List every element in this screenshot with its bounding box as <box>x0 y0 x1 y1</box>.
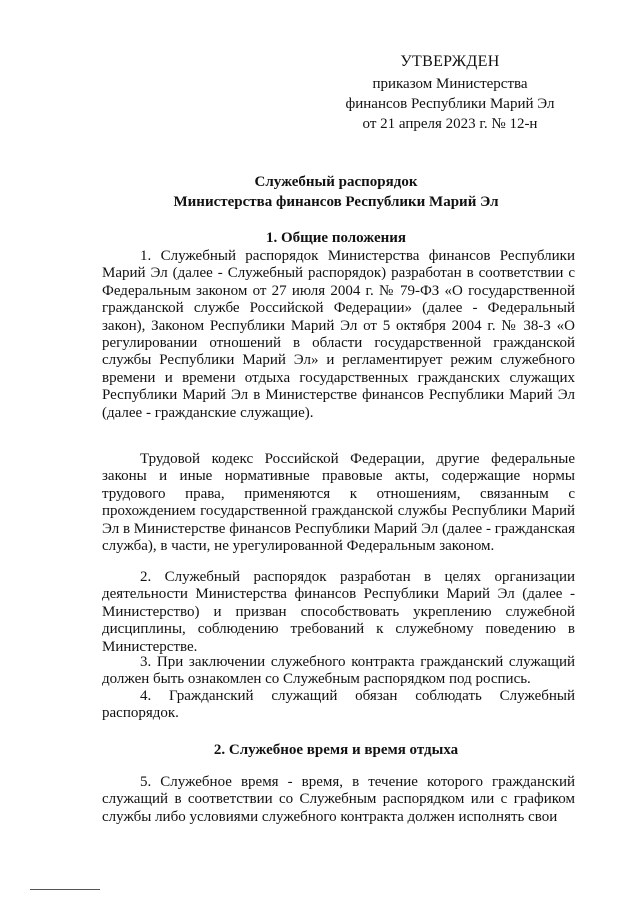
paragraph: 3. При заключении служебного контракта гражданский служащий должен быть ознакомлен со Служебным распорядком под роспись. <box>102 654 575 688</box>
approval-block <box>340 52 560 134</box>
paragraph: 1. Служебный распорядок Министерства финансов Республики Марий Эл (далее - Служебный распорядок) разработан в соответствии с Федеральным законом от 27 июля 2004 г. № 79-ФЗ «О государственной гражданской службе Российской Федерации» (далее - Федеральный закон), Законом Республики Марий Эл от 5 октября 2004 г. № 38-З «О регулировании отношений в области государственной гражданской службы Республики Марий Эл» и регламентирует режим служебного времени и времени отдыха государственных гражданских служащих Республики Марий Эл в Министерстве финансов Республики Марий Эл (далее - гражданские служащие). <box>102 248 575 421</box>
approval-heading: УТВЕРЖДЕН <box>400 53 500 70</box>
document-title-line: Министерства финансов Республики Марий Эл <box>173 194 499 210</box>
document-title <box>90 172 582 212</box>
paragraph: 4. Гражданский служащий обязан соблюдать Служебный распорядок. <box>102 688 575 722</box>
footnote-divider <box>30 889 100 890</box>
section-heading: 1. Общие положения <box>265 230 407 246</box>
document-title-line: Служебный распорядок <box>254 174 418 190</box>
paragraph: 5. Служебное время - время, в течение которого гражданский служащий в соответствии со Служебным распорядком или с графиком службы либо условиями служебного контракта должен исполнять свои <box>102 774 575 825</box>
section-heading: 2. Служебное время и время отдыха <box>213 742 459 758</box>
paragraph: Трудовой кодекс Российской Федерации, другие федеральные законы и иные нормативные правовые акты, содержащие нормы трудового права, применяются к отношениям, связанным с прохождением государственной гражданской службы Республики Марий Эл в Министерстве финансов Республики Марий Эл (далее - гражданская служба), в части, не урегулированной Федеральным законом. <box>102 451 575 555</box>
paragraph: 2. Служебный распорядок разработан в целях организации деятельности Министерства финансов Республики Марий Эл (далее - Министерство) и призван способствовать укреплению служебной дисциплины, соблюдению требований к служебному поведению в Министерстве. <box>102 569 575 655</box>
approval-line: приказом Министерства <box>372 76 528 92</box>
approval-line: от 21 апреля 2023 г. № 12-н <box>362 116 538 132</box>
approval-line: финансов Республики Марий Эл <box>345 96 555 112</box>
